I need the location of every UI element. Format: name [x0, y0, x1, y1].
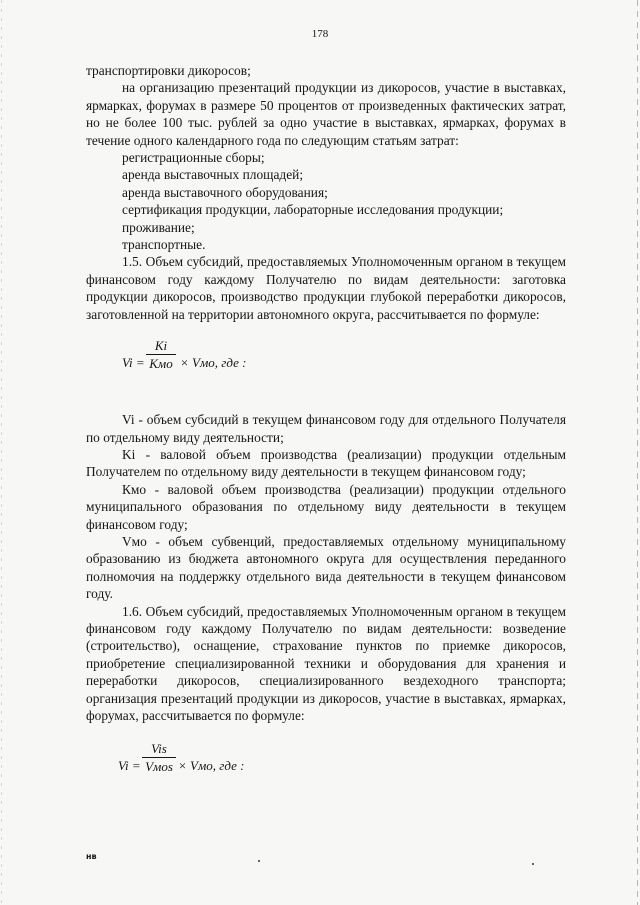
formula-1	[86, 339, 566, 383]
scan-edge-left	[1, 0, 2, 905]
scan-edge-right	[637, 0, 638, 905]
list-item: транспортные.	[122, 237, 206, 253]
paragraph-transport: транспортировки дикоросов;	[86, 63, 251, 78]
definition-ki: Ki - валовой объем производства (реализации) продукции отдельным Получателем по отдельному виду деятельности в текущем финансовом году;	[86, 446, 566, 480]
formula-2-denominator: Vмоs	[145, 759, 173, 775]
formula-2	[86, 742, 566, 786]
document-body	[86, 62, 566, 786]
definition-vmo: Vмо - объем субвенций, предоставляемых отдельному муниципальному образованию из бюджета автономного округа для осуществления переданного полномочия на поддержку отдельного вида деятельности в текущем финансовом году.	[86, 533, 566, 602]
formula-1-denominator: Kмо	[149, 356, 173, 372]
formula-2-rhs: × Vмо, где :	[178, 758, 245, 774]
scan-speck	[532, 863, 534, 865]
page-number: 178	[311, 28, 329, 40]
list-item: сертификация продукции, лабораторные исследования продукции;	[122, 202, 504, 218]
formula-2-numerator: Vis	[142, 742, 176, 758]
list-item: аренда выставочных площадей;	[122, 167, 304, 183]
paragraph-1-6: 1.6. Объем субсидий, предоставляемых Уполномоченным органом в текущем финансовом году каждому Получателю по видам деятельности: возведение (строительство), оснащение, страхование пунктов по приемке дикоросов, приобретение специализированной техники и оборудования для хранения и переработки дикоросов, специализированного вездеходного транспорта; организация презентаций продукции из дикоросов, участие в выставках, ярмарках, форумах, рассчитывается по формуле:	[86, 603, 566, 723]
paragraph-presentations: на организацию презентаций продукции из дикоросов, участие в выставках, ярмарках, форумах в размере 50 процентов от произведенных фактических затрат, но не более 100 тыс. рублей за одно участие в выставках, ярмарках, форумах в течение одного календарного года по следующим статьям затрат:	[86, 80, 566, 148]
list-item: проживание;	[122, 219, 195, 235]
formula-1-fraction	[146, 339, 176, 371]
formula-1-lhs: Vi =	[122, 355, 145, 371]
definition-vi: Vi - объем субсидий в текущем финансовом году для отдельного Получателя по отдельному виду деятельности;	[86, 412, 566, 445]
list-item: регистрационные сборы;	[122, 150, 265, 166]
formula-1-rhs: × Vмо, где :	[180, 355, 247, 371]
formula-1-numerator: Ki	[146, 339, 176, 355]
definition-kmo: Кмо - валовой объем производства (реализации) продукции отдельного муниципального образования по отдельному виду деятельности в текущем финансовом году;	[86, 481, 566, 532]
paragraph-1-5: 1.5. Объем субсидий, предоставляемых Уполномоченным органом в текущем финансовом году каждому Получателю по видам деятельности: заготовка продукции дикоросов, производство продукции глубокой переработки дикоросов, заготовленной на территории автономного округа, рассчитывается по формуле:	[86, 254, 566, 322]
footer-mark: нв	[86, 852, 97, 861]
formula-2-lhs: Vi =	[118, 758, 141, 774]
list-item: аренда выставочного оборудования;	[122, 184, 328, 200]
formula-2-fraction	[142, 742, 176, 774]
scan-speck	[258, 860, 260, 862]
